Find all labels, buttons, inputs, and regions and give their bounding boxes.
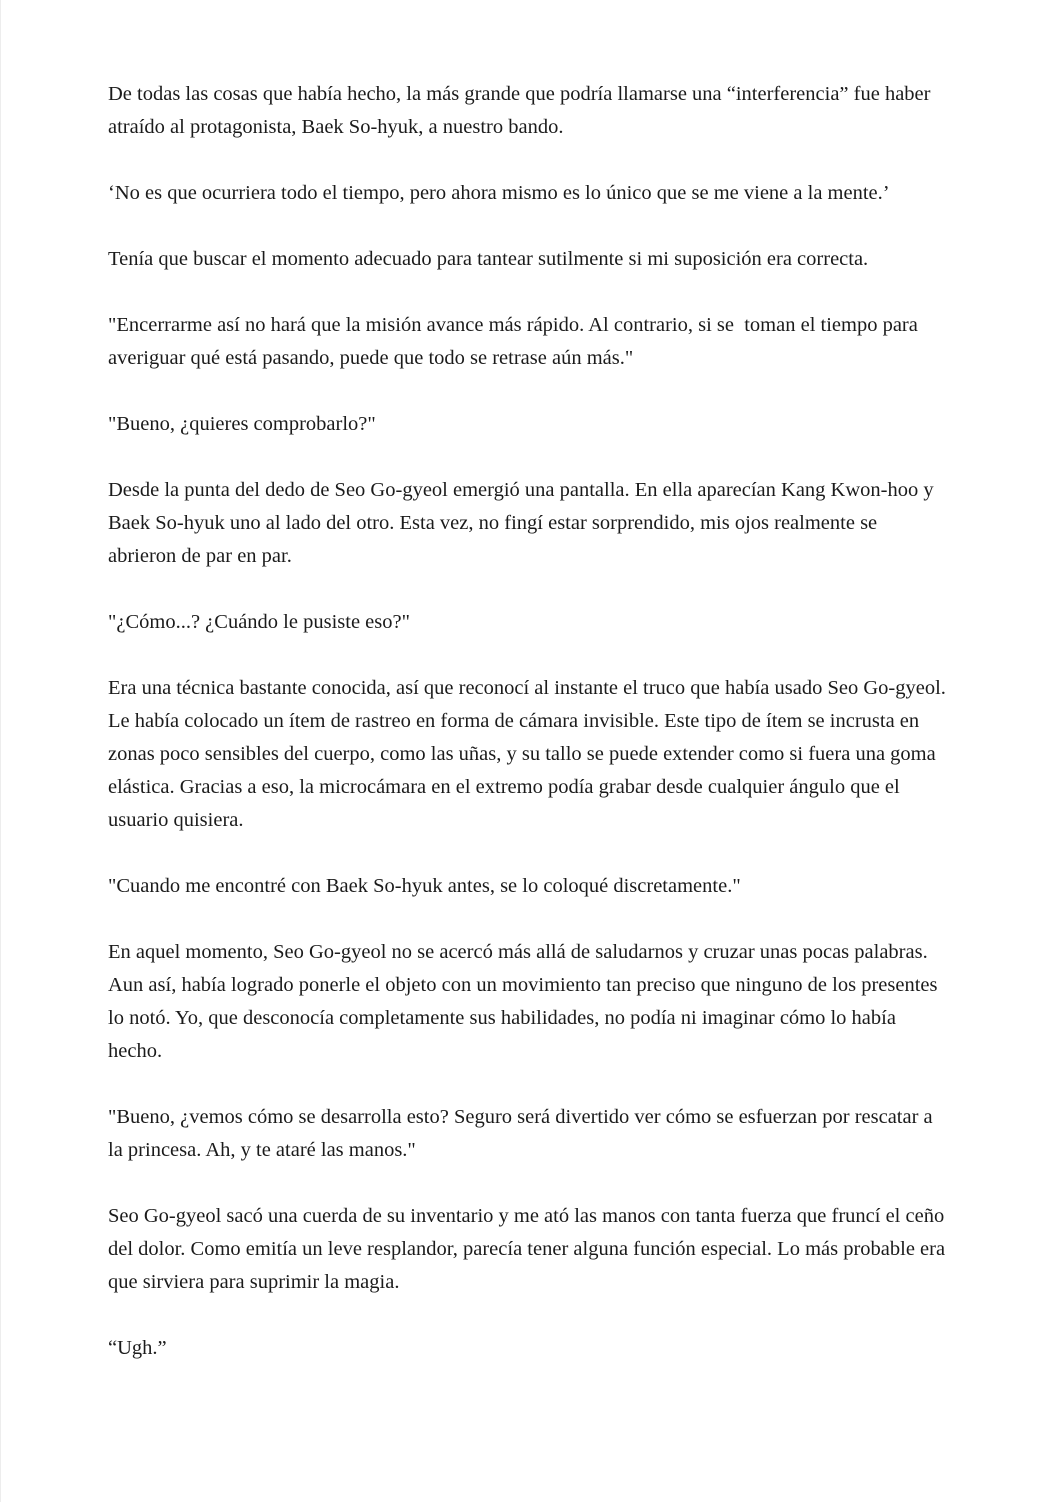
paragraph: "Encerrarme así no hará que la misión avance más rápido. Al contrario, si se toman el tiempo para averiguar qué está pasando, puede que todo se retrase aún más." bbox=[108, 314, 923, 369]
paragraph: “Ugh.” bbox=[108, 1337, 167, 1359]
paragraph: "Bueno, ¿vemos cómo se desarrolla esto? Seguro será divertido ver cómo se esfuerzan por rescatar a la princesa. Ah, y te ataré las manos." bbox=[108, 1106, 938, 1161]
chapter-text bbox=[108, 78, 952, 1365]
paragraph: Desde la punta del dedo de Seo Go-gyeol emergió una pantalla. En ella aparecían Kang Kwon-hoo y Baek So-hyuk uno al lado del otro. Esta vez, no fingí estar sorprendido, mis ojos realmente se abrieron de par en par. bbox=[108, 479, 939, 567]
paragraph: "Bueno, ¿quieres comprobarlo?" bbox=[108, 413, 376, 435]
paragraph: Era una técnica bastante conocida, así que reconocí al instante el truco que había usado Seo Go-gyeol. Le había colocado un ítem de rastreo en forma de cámara invisible. Este tipo de ítem se incrusta en zonas poco sensibles del cuerpo, como las uñas, y su tallo se puede extender como si fuera una goma elástica. Gracias a eso, la microcámara en el extremo podía grabar desde cualquier ángulo que el usuario quisiera. bbox=[108, 677, 952, 831]
paragraph: Tenía que buscar el momento adecuado para tantear sutilmente si mi suposición era correcta. bbox=[108, 248, 869, 270]
paragraph: "Cuando me encontré con Baek So-hyuk antes, se lo coloqué discretamente." bbox=[108, 875, 741, 897]
paragraph: "¿Cómo...? ¿Cuándo le pusiste eso?" bbox=[108, 611, 410, 633]
paragraph: De todas las cosas que había hecho, la más grande que podría llamarse una “interferencia” fue haber atraído al protagonista, Baek So-hyuk, a nuestro bando. bbox=[108, 83, 936, 138]
paragraph: ‘No es que ocurriera todo el tiempo, pero ahora mismo es lo único que se me viene a la mente.’ bbox=[108, 182, 890, 204]
paragraph: Seo Go-gyeol sacó una cuerda de su inventario y me ató las manos con tanta fuerza que fruncí el ceño del dolor. Como emitía un leve resplandor, parecía tener alguna función especial. Lo más probable era que sirviera para suprimir la magia. bbox=[108, 1205, 951, 1293]
paragraph: En aquel momento, Seo Go-gyeol no se acercó más allá de saludarnos y cruzar unas pocas palabras. Aun así, había logrado ponerle el objeto con un movimiento tan preciso que ninguno de los presentes lo notó. Yo, que desconocía completamente sus habilidades, no podía ni imaginar cómo lo había hecho. bbox=[108, 941, 943, 1062]
